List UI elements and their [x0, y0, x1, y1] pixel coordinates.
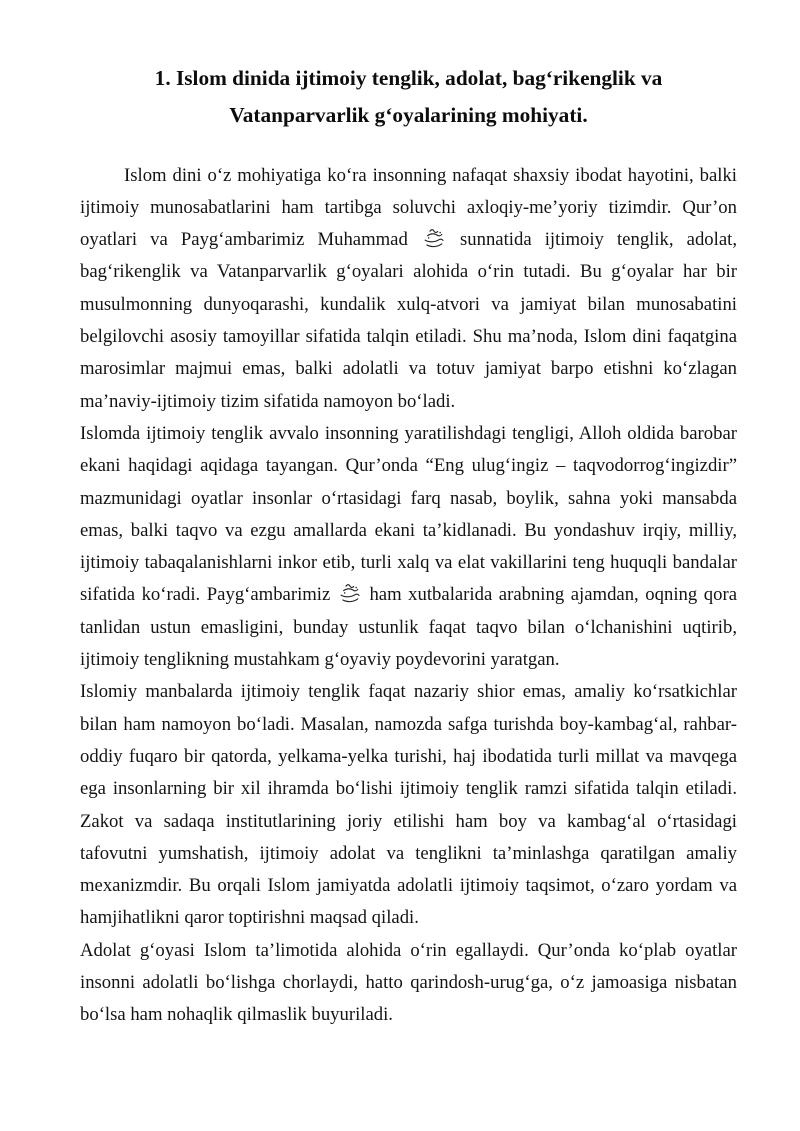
paragraph-1	[80, 160, 737, 418]
document-body	[80, 160, 737, 1032]
pbuh-calligraphy-icon	[337, 583, 363, 604]
document-title	[80, 60, 737, 134]
paragraph-text: Islom dini o‘z mohiyatiga ko‘ra insonning nafaqat shaxsiy ibodat hayotini, balki ijtimoiy munosabatlarini ham tartibga soluvchi axloqiy-me’yoriy tizimdir. Qur’on oyatlari va Payg‘ambarimiz Muhammad	[80, 164, 737, 251]
paragraph-3	[80, 676, 737, 934]
paragraph-text: sunnatida ijtimoiy tenglik, adolat, bag‘rikenglik va Vatanparvarlik g‘oyalari alohida o‘rin tutadi. Bu g‘oyalar har bir musulmonning dunyoqarashi, kundalik xulq-atvori va jamiyat bilan munosabatini belgilovchi asosiy tamoyillar sifatida talqin etiladi. Shu ma’noda, Islom dini faqatgina marosimlar majmui emas, balki adolatli va totuv jamiyat barpo etishni ko‘zlagan ma’naviy-ijtimoiy tizim sifatida namoyon bo‘ladi.	[80, 229, 737, 412]
paragraph-text: Islomda ijtimoiy tenglik avvalo insonning yaratilishdagi tengligi, Alloh oldida barobar ekani haqidagi aqidaga tayangan. Qur’onda “Eng ulug‘ingiz – taqvodorrog‘ingizdir” mazmunidagi oyatlar insonlar o‘rtasidagi farq nasab, boylik, sahna yoki mansabda emas, balki taqvo va ezgu amallarda ekani ta’kidlanadi. Bu yondashuv irqiy, milliy, ijtimoiy tabaqalanishlarni inkor etib, turli xalq va elat vakillarini teng huquqli bandalar sifatida ko‘radi. Payg‘ambarimiz	[80, 422, 737, 606]
paragraph-2	[80, 418, 737, 676]
paragraph-text: Adolat g‘oyasi Islom ta’limotida alohida o‘rin egallaydi. Qur’onda ko‘plab oyatlar insonni adolatli bo‘lishga chorlaydi, hatto qarindosh-urug‘ga, o‘z jamoasiga nisbatan bo‘lsa ham nohaqlik qilmaslik buyuriladi.	[80, 939, 737, 1026]
pbuh-calligraphy-icon	[421, 228, 447, 249]
paragraph-4	[80, 935, 737, 1032]
paragraph-text: ham xutbalarida arabning ajamdan, oqning qora tanlidan ustun emasligini, bunday ustunlik faqat taqvo bilan o‘lchanishini uqtirib, ijtimoiy tenglikning mustahkam g‘oyaviy poydevorini yaratgan.	[80, 584, 737, 671]
document-title-line-2: Vatanparvarlik g‘oyalarining mohiyati.	[229, 102, 588, 127]
document-title-line-1: 1. Islom dinida ijtimoiy tenglik, adolat, bag‘rikenglik va	[154, 66, 663, 90]
paragraph-text: Islomiy manbalarda ijtimoiy tenglik faqat nazariy shior emas, amaliy ko‘rsatkichlar bilan ham namoyon bo‘ladi. Masalan, namozda safga turishda boy-kambag‘al, rahbar-oddiy fuqaro bir qatorda, yelkama-yelka turishi, haj ibodatida turli millat va mavqega ega insonlarning bir xil ihramda bo‘lishi ijtimoiy tenglik ramzi sifatida talqin etiladi. Zakot va sadaqa institutlarining joriy etilishi ham boy va kambag‘al o‘rtasidagi tafovutni yumshatish, ijtimoiy adolat va tenglikni ta’minlashga qaratilgan amaliy mexanizmdir. Bu orqali Islom jamiyatda adolatli ijtimoiy taqsimot, o‘zaro yordam va hamjihatlikni qaror toptirishni maqsad qiladi.	[80, 681, 737, 929]
